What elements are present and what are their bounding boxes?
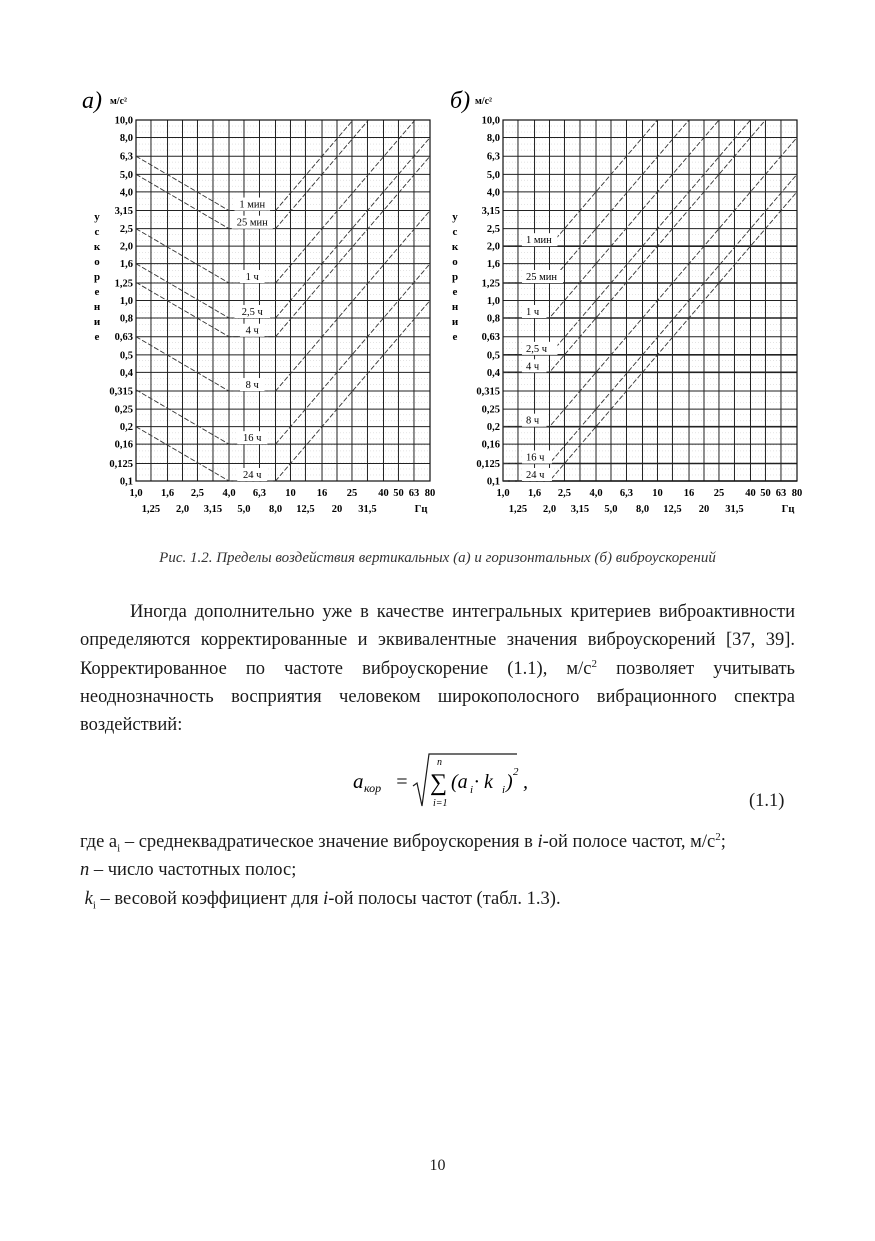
x-axis-unit: Гц xyxy=(781,504,795,515)
y-tick-label: 4,0 xyxy=(486,187,500,199)
x-tick-label-bottom: 5,0 xyxy=(604,504,618,515)
panel-label: а) xyxy=(82,88,102,114)
curve-label: 16 ч xyxy=(525,452,545,464)
x-tick-label-bottom: 8,0 xyxy=(635,504,650,515)
x-tick-label-bottom: 12,5 xyxy=(296,504,315,515)
y-tick-label: 0,4 xyxy=(119,367,133,379)
y-axis-letter: н xyxy=(93,301,101,313)
y-tick-label: 0,16 xyxy=(114,439,133,451)
y-axis-letter: о xyxy=(452,256,458,268)
x-tick-label-bottom: 2,0 xyxy=(542,504,557,515)
y-tick-label: 2,5 xyxy=(119,224,133,236)
panel-label: б) xyxy=(450,88,471,114)
x-tick-label-bottom: 20 xyxy=(698,504,710,515)
x-tick-label-top: 50 xyxy=(760,488,771,499)
limit-curve xyxy=(136,138,430,319)
x-tick-label-top: 6,3 xyxy=(619,488,634,499)
x-tick-label-bottom: 3,15 xyxy=(570,504,590,515)
figure xyxy=(0,0,875,530)
formula-ki: · k xyxy=(474,771,493,793)
y-tick-label: 2,0 xyxy=(119,241,133,253)
formula-ai-sub: i xyxy=(470,784,474,796)
x-tick-label-top: 10 xyxy=(652,488,663,499)
y-tick-label: 5,0 xyxy=(486,169,500,181)
y-axis-letter: и xyxy=(451,316,459,328)
sum-sign: ∑ xyxy=(430,770,448,796)
definition-ai: где $a_i$ – среднеквадратическое значение виброускорения в i-ой полосе частот, $м/с^2$; xyxy=(80,830,726,855)
y-tick-label: 8,0 xyxy=(119,132,133,144)
limit-curve xyxy=(136,120,353,211)
x-tick-label-top: 16 xyxy=(683,488,695,499)
limit-curve xyxy=(136,264,430,445)
x-tick-label-top: 10 xyxy=(285,488,296,499)
x-tick-label-bottom: 2,0 xyxy=(175,504,190,515)
y-tick-label: 10,0 xyxy=(481,115,500,127)
y-axis-letter: у xyxy=(452,211,458,223)
curve-label: 1 мин xyxy=(525,235,552,247)
x-tick-label-top: 63 xyxy=(408,488,420,499)
y-axis-letter: е xyxy=(452,331,458,343)
y-axis-letter: к xyxy=(451,241,459,253)
formula-close: ) xyxy=(506,771,513,793)
y-tick-label: 1,0 xyxy=(119,296,133,307)
curve-label: 1 ч xyxy=(245,272,259,284)
formula-equals: = xyxy=(395,771,409,793)
y-axis-letter: е xyxy=(452,286,458,298)
y-axis-letter: с xyxy=(452,226,458,238)
y-axis-letter: р xyxy=(93,271,101,283)
formula-svg xyxy=(353,752,553,814)
y-tick-label: 3,15 xyxy=(481,206,500,218)
y-tick-label: 1,0 xyxy=(486,296,500,307)
y-tick-label: 0,2 xyxy=(486,422,500,434)
x-tick-label-top: 2,5 xyxy=(557,488,572,499)
x-axis-unit: Гц xyxy=(414,504,428,515)
formula-1-1 xyxy=(353,752,553,820)
formula-ki-sub: i xyxy=(502,784,506,796)
y-tick-label: 0,1 xyxy=(486,476,500,488)
formula-comma: , xyxy=(523,771,528,793)
y-tick-label: 0,25 xyxy=(114,404,133,416)
y-tick-label: 1,6 xyxy=(119,259,133,271)
y-tick-label: 0,315 xyxy=(476,386,500,398)
curve-label: 8 ч xyxy=(245,380,259,392)
y-tick-label: 0,63 xyxy=(114,332,133,344)
figure-caption: Рис. 1.2. Пределы воздействия вертикальных (а) и горизонтальных (б) виброускорений xyxy=(159,550,716,566)
y-axis-letter: у xyxy=(94,211,100,223)
y-tick-label: 10,0 xyxy=(114,115,133,127)
y-tick-label: 0,8 xyxy=(119,313,133,325)
y-tick-label: 3,15 xyxy=(114,206,133,218)
y-tick-label: 5,0 xyxy=(119,169,133,181)
y-axis-letter: е xyxy=(94,331,100,343)
sum-top: n xyxy=(437,757,442,768)
y-tick-label: 0,5 xyxy=(486,350,500,362)
curve-label: 16 ч xyxy=(243,433,262,445)
x-tick-label-top: 1,6 xyxy=(527,488,542,499)
y-axis-letter: к xyxy=(93,241,101,253)
sum-bottom: i=1 xyxy=(433,798,448,809)
y-tick-label: 4,0 xyxy=(119,187,133,199)
curve-label: 1 мин xyxy=(239,199,266,211)
x-tick-label-bottom: 20 xyxy=(331,504,343,515)
x-tick-label-top: 16 xyxy=(316,488,328,499)
panel-unit: м/с² xyxy=(475,96,493,107)
x-tick-label-top: 4,0 xyxy=(222,488,236,499)
x-tick-label-top: 40 xyxy=(378,488,389,499)
x-tick-label-top: 2,5 xyxy=(190,488,205,499)
x-tick-label-top: 80 xyxy=(424,488,436,499)
panel-unit: м/с² xyxy=(110,96,128,107)
y-tick-label: 6,3 xyxy=(119,151,133,163)
curve-label: 24 ч xyxy=(525,470,545,481)
y-axis-letter: н xyxy=(451,301,459,313)
curve-label: 8 ч xyxy=(525,415,540,427)
x-tick-label-top: 80 xyxy=(791,488,803,499)
y-tick-label: 1,6 xyxy=(486,259,500,271)
y-tick-label: 1,25 xyxy=(114,278,133,290)
x-tick-label-bottom: 8,0 xyxy=(268,504,283,515)
y-axis-letter: с xyxy=(94,226,100,238)
x-tick-label-top: 25 xyxy=(713,488,725,499)
x-tick-label-bottom: 31,5 xyxy=(725,504,744,515)
x-tick-label-bottom: 12,5 xyxy=(663,504,682,515)
curve-label: 24 ч xyxy=(243,470,262,481)
y-tick-label: 2,5 xyxy=(486,224,500,236)
y-tick-label: 1,25 xyxy=(481,278,500,290)
y-tick-label: 0,16 xyxy=(481,439,500,451)
y-tick-label: 0,63 xyxy=(481,332,500,344)
x-tick-label-top: 1,0 xyxy=(496,488,510,499)
x-tick-label-bottom: 1,25 xyxy=(141,504,161,515)
formula-pow: 2 xyxy=(513,766,519,778)
curve-label: 2,5 ч xyxy=(525,343,548,355)
y-tick-label: 0,1 xyxy=(119,476,133,488)
x-tick-label-top: 1,0 xyxy=(129,488,143,499)
page-number: 10 xyxy=(429,1157,446,1174)
y-tick-label: 0,5 xyxy=(119,350,133,362)
x-tick-label-bottom: 5,0 xyxy=(237,504,251,515)
formula-ai: (a xyxy=(451,771,468,793)
x-tick-label-bottom: 1,25 xyxy=(508,504,528,515)
x-tick-label-top: 25 xyxy=(346,488,358,499)
y-axis-letter: р xyxy=(451,271,459,283)
x-tick-label-bottom: 3,15 xyxy=(203,504,223,515)
x-tick-label-bottom: 31,5 xyxy=(358,504,377,515)
y-tick-label: 0,4 xyxy=(486,367,500,379)
y-tick-label: 2,0 xyxy=(486,241,500,253)
definitions xyxy=(80,828,795,913)
figure-svg xyxy=(0,0,875,530)
curve-label: 4 ч xyxy=(245,325,259,337)
y-axis-letter: и xyxy=(93,316,101,328)
x-tick-label-top: 63 xyxy=(775,488,787,499)
definition-n: n – число частотных полос; xyxy=(80,860,297,881)
paragraph-main: Иногда дополнительно уже в качестве интегральных критериев виброактивности определяются корректированные и эквивалентные значения виброускорений [37, 39]. Корректированное по частоте виброускорение (1.1), $м/с^2$ позволяет учитывать неоднозначность восприятия человеком широкополосного вибрационного спектра воздействий: xyxy=(80,602,795,736)
formula-lhs-sub: кор xyxy=(364,781,382,795)
y-tick-label: 0,315 xyxy=(109,386,133,398)
definition-ki: $k_i$ – весовой коэффициент для i-ой полосы частот (табл. 1.3). xyxy=(84,888,561,912)
y-axis-letter: е xyxy=(94,286,100,298)
x-tick-label-top: 50 xyxy=(393,488,404,499)
curve-label: 4 ч xyxy=(525,361,540,373)
curve-label: 2,5 ч xyxy=(241,306,263,318)
x-tick-label-top: 4,0 xyxy=(589,488,603,499)
y-tick-label: 6,3 xyxy=(486,151,500,163)
y-tick-label: 0,125 xyxy=(476,459,500,471)
curve-label: 25 мин xyxy=(236,217,268,229)
y-tick-label: 0,2 xyxy=(119,422,133,434)
curve-label: 1 ч xyxy=(525,306,540,318)
y-tick-label: 8,0 xyxy=(486,132,500,144)
y-tick-label: 0,25 xyxy=(481,404,500,416)
y-tick-label: 0,8 xyxy=(486,313,500,325)
x-tick-label-top: 40 xyxy=(745,488,756,499)
x-tick-label-top: 6,3 xyxy=(252,488,267,499)
curve-label: 25 мин xyxy=(525,272,557,284)
y-tick-label: 0,125 xyxy=(109,459,133,471)
x-tick-label-top: 1,6 xyxy=(160,488,175,499)
equation-number: (1.1) xyxy=(749,791,785,811)
formula-lhs: a xyxy=(353,769,364,793)
y-axis-letter: о xyxy=(94,256,100,268)
limit-curve xyxy=(503,174,797,463)
